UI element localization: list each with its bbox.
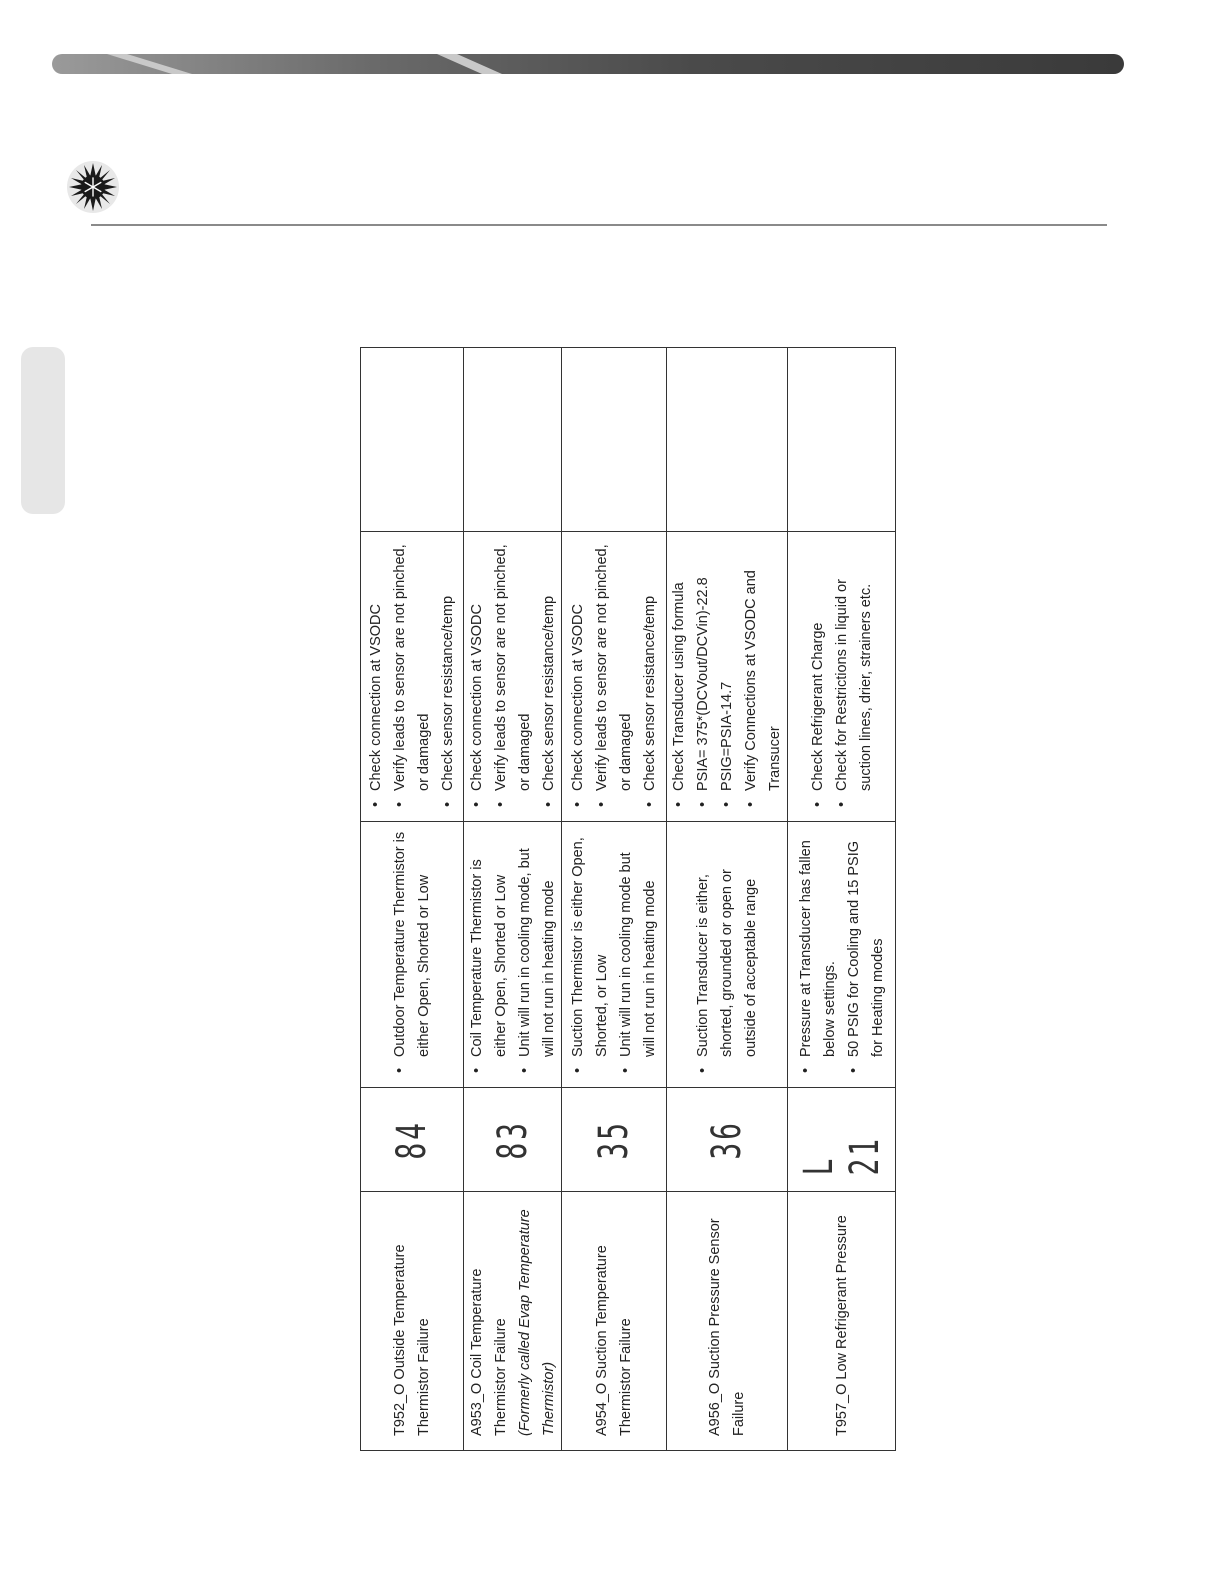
action-item: • Verify leads to sensor are not pinched, or damaged [590, 540, 638, 813]
action-item: • Verify leads to sensor are not pinched, or damaged [489, 540, 537, 813]
description-item: • Suction Thermistor is either Open, Shorted, or Low [566, 830, 614, 1079]
description-item: • Outdoor Temperature Thermistor is either Open, Shorted or Low [388, 830, 436, 1079]
error-name: Failure [731, 1391, 747, 1436]
action-item: • PSIA= 375*(DCVout/DCVin)-22.8 [691, 540, 715, 813]
side-tab [21, 347, 65, 514]
description-item: • Suction Transducer is either, shorted, grounded or open or outside of acceptable range [691, 830, 763, 1079]
error-code: 83 [489, 1119, 536, 1160]
error-code: L 21 [795, 1136, 888, 1176]
table-row [787, 347, 896, 1451]
error-name: Thermistor Failure [416, 1318, 432, 1436]
error-name: A954_O Suction Temperature [594, 1245, 610, 1436]
action-item: • Check connection at VSODC [465, 540, 489, 813]
description-item: • Pressure at Transducer has fallen below settings. [794, 830, 842, 1079]
action-item: • PSIG=PSIA-14.7 [715, 540, 739, 813]
error-code-table [360, 347, 896, 1451]
action-item: • Check sensor resistance/temp [638, 540, 662, 813]
header-bar [52, 54, 1124, 74]
error-name: Thermistor Failure [618, 1318, 634, 1436]
error-note: (Formerly called Evap Temperature [516, 1209, 533, 1436]
table-row [360, 347, 464, 1451]
header-rule [91, 224, 1107, 226]
description-item: • Coil Temperature Thermistor is either Open, Shorted or Low [465, 830, 513, 1079]
table-row [463, 347, 562, 1451]
error-name: A956_O Suction Pressure Sensor [707, 1218, 723, 1436]
error-code: 35 [591, 1119, 637, 1160]
error-name: Thermistor Failure [492, 1318, 509, 1436]
table-row [666, 347, 788, 1451]
action-item: • Check Refrigerant Charge [806, 540, 830, 813]
error-code: 84 [389, 1119, 435, 1160]
action-item: • Check for Restrictions in liquid or suction lines, drier, strainers etc. [830, 540, 878, 813]
description-item: • Unit will run in cooling mode, but will not run in heating mode [513, 830, 561, 1079]
error-code: 36 [704, 1119, 750, 1160]
action-item: • Check connection at VSODC [566, 540, 590, 813]
action-item: • Verify Connections at VSODC and Transucer [739, 540, 787, 813]
action-item: • Check sensor resistance/temp [436, 540, 460, 813]
description-item: • 50 PSIG for Cooling and 15 PSIG for Heating modes [842, 830, 890, 1079]
error-name: T957_O Low Refrigerant Pressure [833, 1215, 850, 1436]
description-item: • Unit will run in cooling mode but will not run in heating mode [614, 830, 662, 1079]
error-note: Thermistor) [540, 1361, 557, 1436]
table-row [561, 347, 667, 1451]
action-item: • Check connection at VSODC [364, 540, 388, 813]
error-name: T952_O Outside Temperature [392, 1244, 408, 1436]
action-item: • Check sensor resistance/temp [537, 540, 561, 813]
snowflake-sun-icon [66, 160, 120, 214]
action-item: • Check Transducer using formula [667, 540, 691, 813]
error-name: A953_O Coil Temperature [468, 1268, 485, 1436]
action-item: • Verify leads to sensor are not pinched, or damaged [388, 540, 436, 813]
